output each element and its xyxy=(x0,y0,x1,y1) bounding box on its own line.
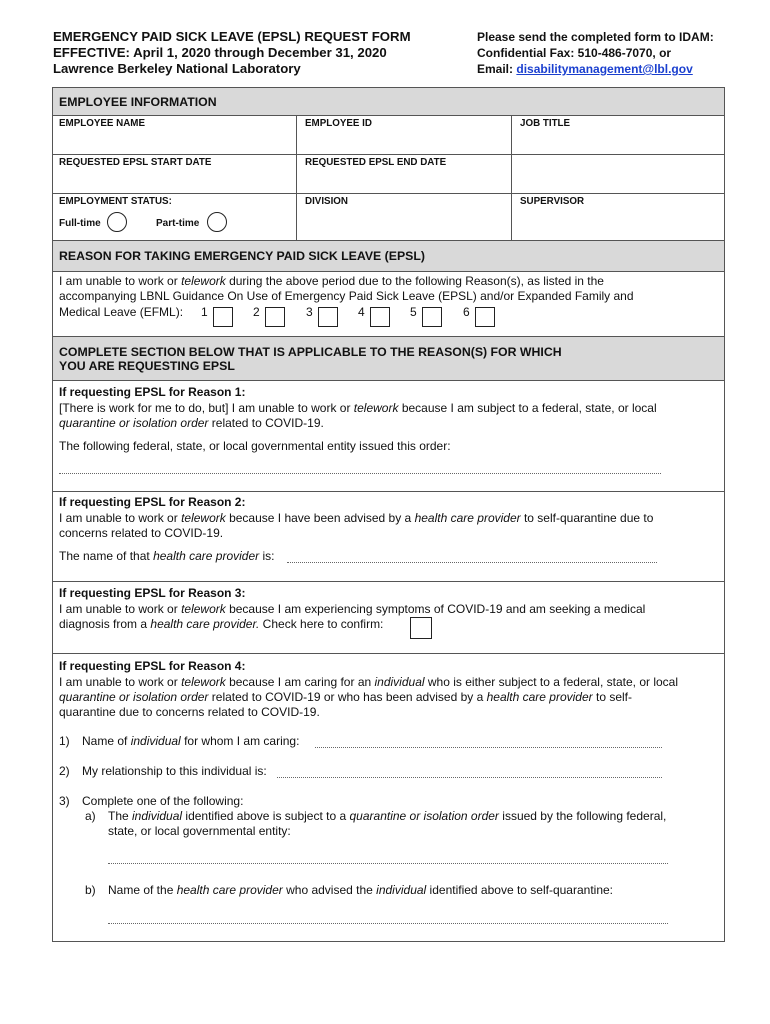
employee-name-label: EMPLOYEE NAME xyxy=(59,118,146,129)
item3b-text: Name of the health care provider who advised the individual identified above to self-quarantine: xyxy=(108,883,614,897)
complete-heading-line-1: COMPLETE SECTION BELOW THAT IS APPLICABLE TO THE REASON(S) FOR WHICH xyxy=(59,345,562,359)
item3b-provider-field[interactable] xyxy=(108,923,668,924)
complete-heading-line-2: YOU ARE REQUESTING EPSL xyxy=(59,359,235,373)
cared-individual-name-field[interactable] xyxy=(315,747,662,748)
reason1-entity-field[interactable] xyxy=(59,473,661,474)
full-time-label: Full-time xyxy=(59,218,101,229)
reason3-text-1: I am unable to work or telework because I am experiencing symptoms of COVID-19 and am seeking a medical xyxy=(59,602,646,616)
title-line-2: EFFECTIVE: April 1, 2020 through December 31, 2020 xyxy=(53,45,387,60)
email-prefix: Email: xyxy=(477,62,517,76)
division-label: DIVISION xyxy=(305,196,349,207)
reason2-title: If requesting EPSL for Reason 2: xyxy=(59,495,246,509)
supervisor-label: SUPERVISOR xyxy=(520,196,585,207)
reason1-title: If requesting EPSL for Reason 1: xyxy=(59,385,246,399)
item3a-num: a) xyxy=(85,809,96,823)
item2-num: 2) xyxy=(59,764,70,778)
reason-heading: REASON FOR TAKING EMERGENCY PAID SICK LEAVE (EPSL) xyxy=(53,241,724,272)
item3b-num: b) xyxy=(85,883,96,897)
complete-heading xyxy=(53,337,724,381)
reason-5-checkbox[interactable] xyxy=(422,307,442,327)
item1-text: Name of individual for whom I am caring: xyxy=(82,734,300,748)
reason4-title: If requesting EPSL for Reason 4: xyxy=(59,659,246,673)
employee-info-heading: EMPLOYEE INFORMATION xyxy=(53,88,724,116)
reason-4-checkbox[interactable] xyxy=(370,307,390,327)
send-line-1: Please send the completed form to IDAM: xyxy=(477,30,714,44)
email-link[interactable]: disabilitymanagement@lbl.gov xyxy=(516,62,693,76)
reason1-text-1: [There is work for me to do, but] I am unable to work or telework because I am subject to a federal, state, or local xyxy=(59,401,657,415)
reason2-text-1: I am unable to work or telework because I have been advised by a health care provider to self-quarantine due to xyxy=(59,511,654,525)
employment-status-label: EMPLOYMENT STATUS: xyxy=(59,196,172,207)
reason-2-checkbox[interactable] xyxy=(265,307,285,327)
reason-line-1: I am unable to work or telework during the above period due to the following Reason(s), as listed in the xyxy=(59,274,604,288)
reason-num-3: 3 xyxy=(306,305,313,319)
reason4-text-1: I am unable to work or telework because I am caring for an individual who is either subject to a federal, state, or local xyxy=(59,675,679,689)
reason2-provider-field[interactable] xyxy=(287,562,657,563)
reason4-text-2: quarantine or isolation order related to COVID-19 or who has been advised by a health care provider to self- xyxy=(59,690,633,704)
reason-3-checkbox[interactable] xyxy=(318,307,338,327)
part-time-radio[interactable] xyxy=(207,212,227,232)
reason2-text-3: The name of that health care provider is: xyxy=(59,549,275,563)
reason3-text-2: diagnosis from a health care provider. Check here to confirm: xyxy=(59,617,384,631)
form-title xyxy=(53,29,411,77)
send-line-2: Confidential Fax: 510-486-7070, or xyxy=(477,46,672,60)
reason-line-3: Medical Leave (EFML): xyxy=(59,305,184,319)
reason-num-1: 1 xyxy=(201,305,208,319)
send-instructions xyxy=(477,29,714,77)
item2-text: My relationship to this individual is: xyxy=(82,764,267,778)
part-time-label: Part-time xyxy=(156,218,200,229)
reason4-text-3: quarantine due to concerns related to COVID-19. xyxy=(59,705,320,719)
item3a-text-1: The individual identified above is subject to a quarantine or isolation order issued by the following federal, xyxy=(108,809,667,823)
reason1-text-2: quarantine or isolation order related to COVID-19. xyxy=(59,416,324,430)
item3a-entity-field[interactable] xyxy=(108,863,668,864)
job-title-label: JOB TITLE xyxy=(520,118,571,129)
reason-6-checkbox[interactable] xyxy=(475,307,495,327)
reason-line-2: accompanying LBNL Guidance On Use of Emergency Paid Sick Leave (EPSL) and/or Expanded Family and xyxy=(59,289,634,303)
employee-id-label: EMPLOYEE ID xyxy=(305,118,372,129)
end-date-label: REQUESTED EPSL END DATE xyxy=(305,157,447,168)
item3a-text-2: state, or local governmental entity: xyxy=(108,824,291,838)
epsl-form xyxy=(52,87,725,942)
full-time-radio[interactable] xyxy=(107,212,127,232)
reason-num-5: 5 xyxy=(410,305,417,319)
item1-num: 1) xyxy=(59,734,70,748)
reason-num-2: 2 xyxy=(253,305,260,319)
title-line-1: EMERGENCY PAID SICK LEAVE (EPSL) REQUEST FORM xyxy=(53,29,411,44)
start-date-label: REQUESTED EPSL START DATE xyxy=(59,157,212,168)
relationship-field[interactable] xyxy=(277,777,662,778)
reason-1-checkbox[interactable] xyxy=(213,307,233,327)
reason3-title: If requesting EPSL for Reason 3: xyxy=(59,586,246,600)
send-line-3 xyxy=(477,61,714,77)
reason3-confirm-checkbox[interactable] xyxy=(410,617,432,639)
reason1-text-3: The following federal, state, or local governmental entity issued this order: xyxy=(59,439,451,453)
item3-num: 3) xyxy=(59,794,70,808)
reason2-text-2: concerns related to COVID-19. xyxy=(59,526,224,540)
title-line-3: Lawrence Berkeley National Laboratory xyxy=(53,61,301,76)
item3-text: Complete one of the following: xyxy=(82,794,244,808)
reason-num-4: 4 xyxy=(358,305,365,319)
reason-num-6: 6 xyxy=(463,305,470,319)
